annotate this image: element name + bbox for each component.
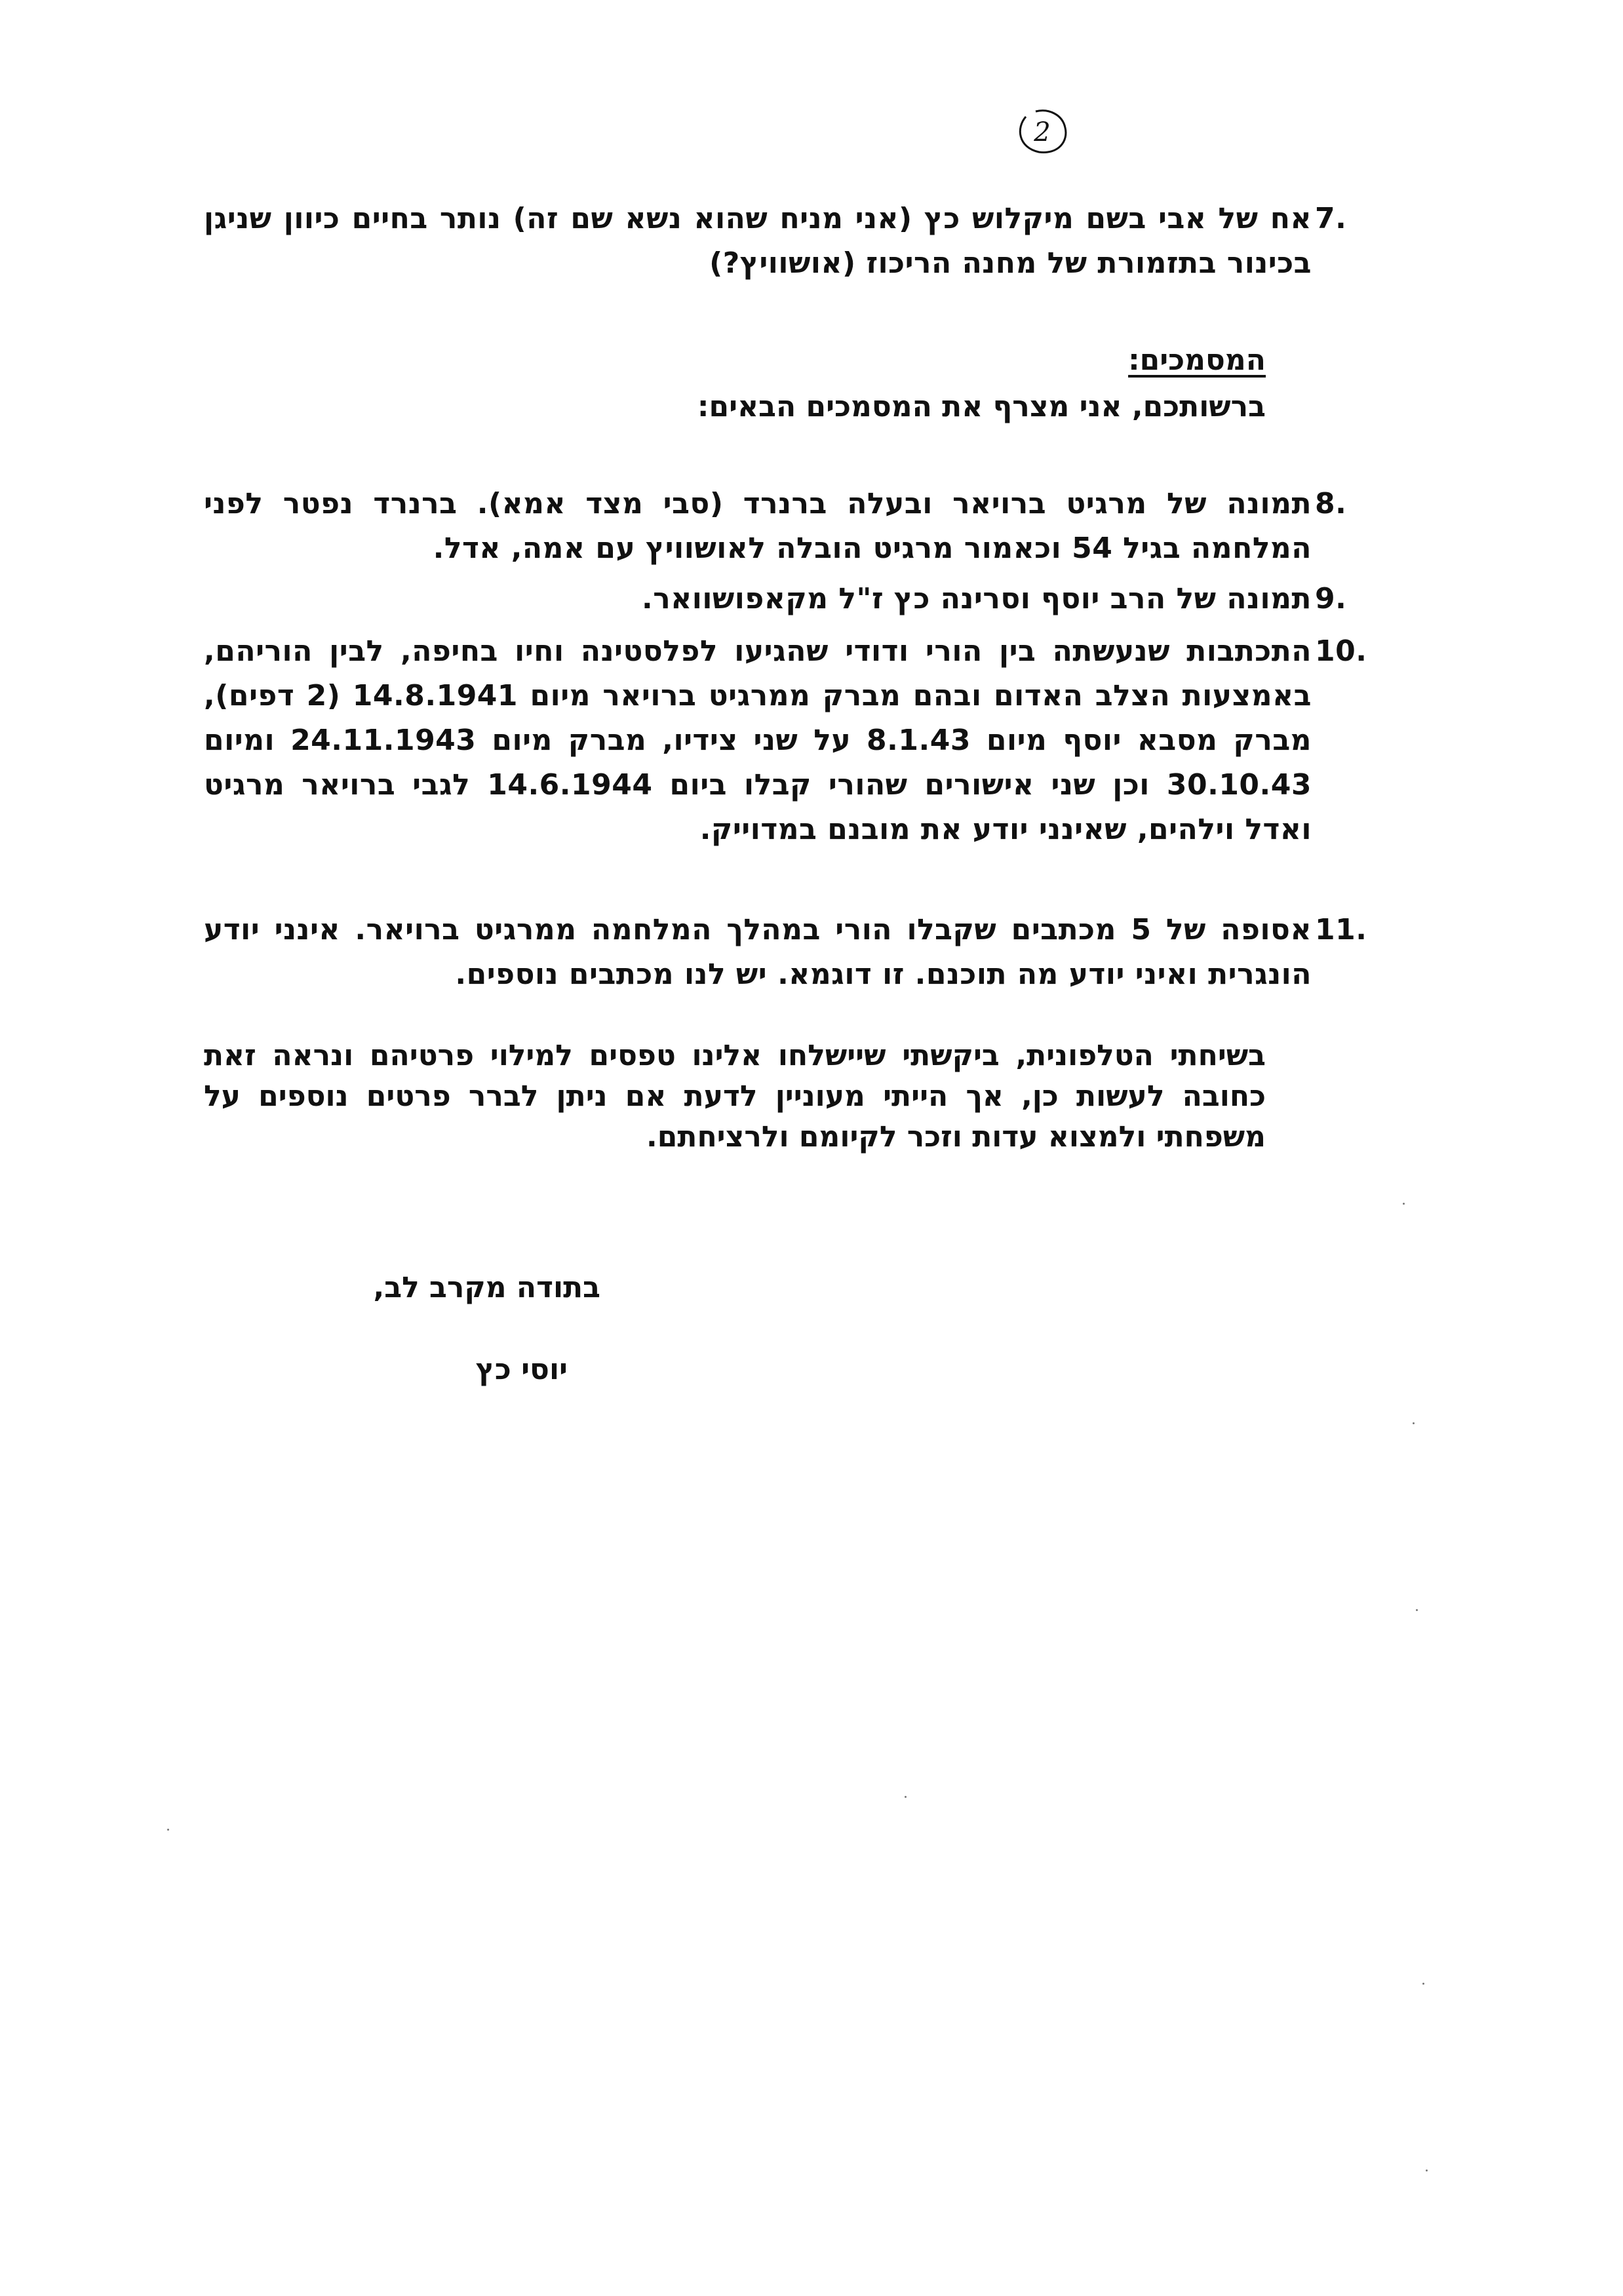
list-item-text: התכתבות שנעשתה בין הורי ודודי שהגיעו לפלסטינה וחיו בחיפה, לבין הוריהם, באמצעות הצלב האדום ובהם מברק ממרגיט ברויאר מיום 14.8.1941 (2 דפים), מברק מסבא יוסף מיום 8.1.43 על שני צידיו, מברק מיום 24.11.1943 ומיום 30.10.43 וכן שני אישורים שהורי קבלו ביום 14.6.1944 לגבי ברויאר מרגיט ואדל וילהים, שאינני יודע את מובנם במדוייק. — [204, 634, 1312, 846]
signature: יוסי כץ — [475, 1353, 568, 1386]
scan-speck — [1413, 1422, 1415, 1424]
list-item-9 — [204, 577, 1347, 621]
list-item-text: אסופה של 5 מכתבים שקבלו הורי במהלך המלחמה ממרגיט ברויאר. אינני יודע הונגרית ואיני יודע מה תוכנם. זו דוגמא. יש לנו מכתבים נוספים. — [204, 913, 1312, 991]
scan-speck — [905, 1796, 907, 1798]
documents-heading: המסמכים: — [1128, 343, 1266, 377]
list-item-number: 11. — [1315, 913, 1367, 946]
list-item-number: 9. — [1315, 582, 1347, 615]
list-item-number: 8. — [1315, 487, 1347, 520]
list-item-text: תמונה של הרב יוסף וסרינה כץ ז"ל מקאפושוואר. — [641, 582, 1312, 615]
page-number-mark — [1013, 105, 1072, 157]
scan-speck — [167, 1829, 169, 1831]
list-item-7 — [204, 197, 1347, 286]
circled-number-icon — [1013, 105, 1072, 157]
scan-speck — [1403, 1203, 1405, 1205]
documents-intro: ברשותכם, אני מצרף את המסמכים הבאים: — [697, 390, 1266, 423]
scan-speck — [1416, 1609, 1418, 1611]
list-item-text: אח של אבי בשם מיקלוש כץ (אני מניח שהוא נשא שם זה) נותר בחיים כיוון שניגן בכינור בתזמורת של מחנה הריכוז (אושוויץ?) — [204, 202, 1312, 280]
list-item-8 — [204, 482, 1347, 571]
list-item-text: תמונה של מרגיט ברויאר ובעלה ברנרד (סבי מצד אמא). ברנרד נפטר לפני המלחמה בגיל 54 וכאמור מרגיט הובלה לאושוויץ עם אמה, אדל. — [204, 487, 1312, 565]
list-item-number: 10. — [1315, 634, 1367, 668]
list-item-10 — [204, 629, 1367, 852]
list-item-number: 7. — [1315, 202, 1347, 235]
signoff: בתודה מקרב לב, — [373, 1271, 600, 1304]
list-item-11 — [204, 908, 1367, 997]
closing-paragraph: בשיחתי הטלפונית, ביקשתי שיישלחו אלינו טפסים למילוי פרטיהם ונראה זאת כחובה לעשות כן, אך הייתי מעוניין לדעת אם ניתן לברר פרטים נוספים על משפחתי ולמצוא עדות וזכר לקיומם ולרציחתם. — [204, 1039, 1266, 1154]
scan-speck — [1426, 2170, 1428, 2171]
scan-speck — [1422, 1983, 1424, 1985]
page-number-text: 2 — [1034, 117, 1051, 147]
